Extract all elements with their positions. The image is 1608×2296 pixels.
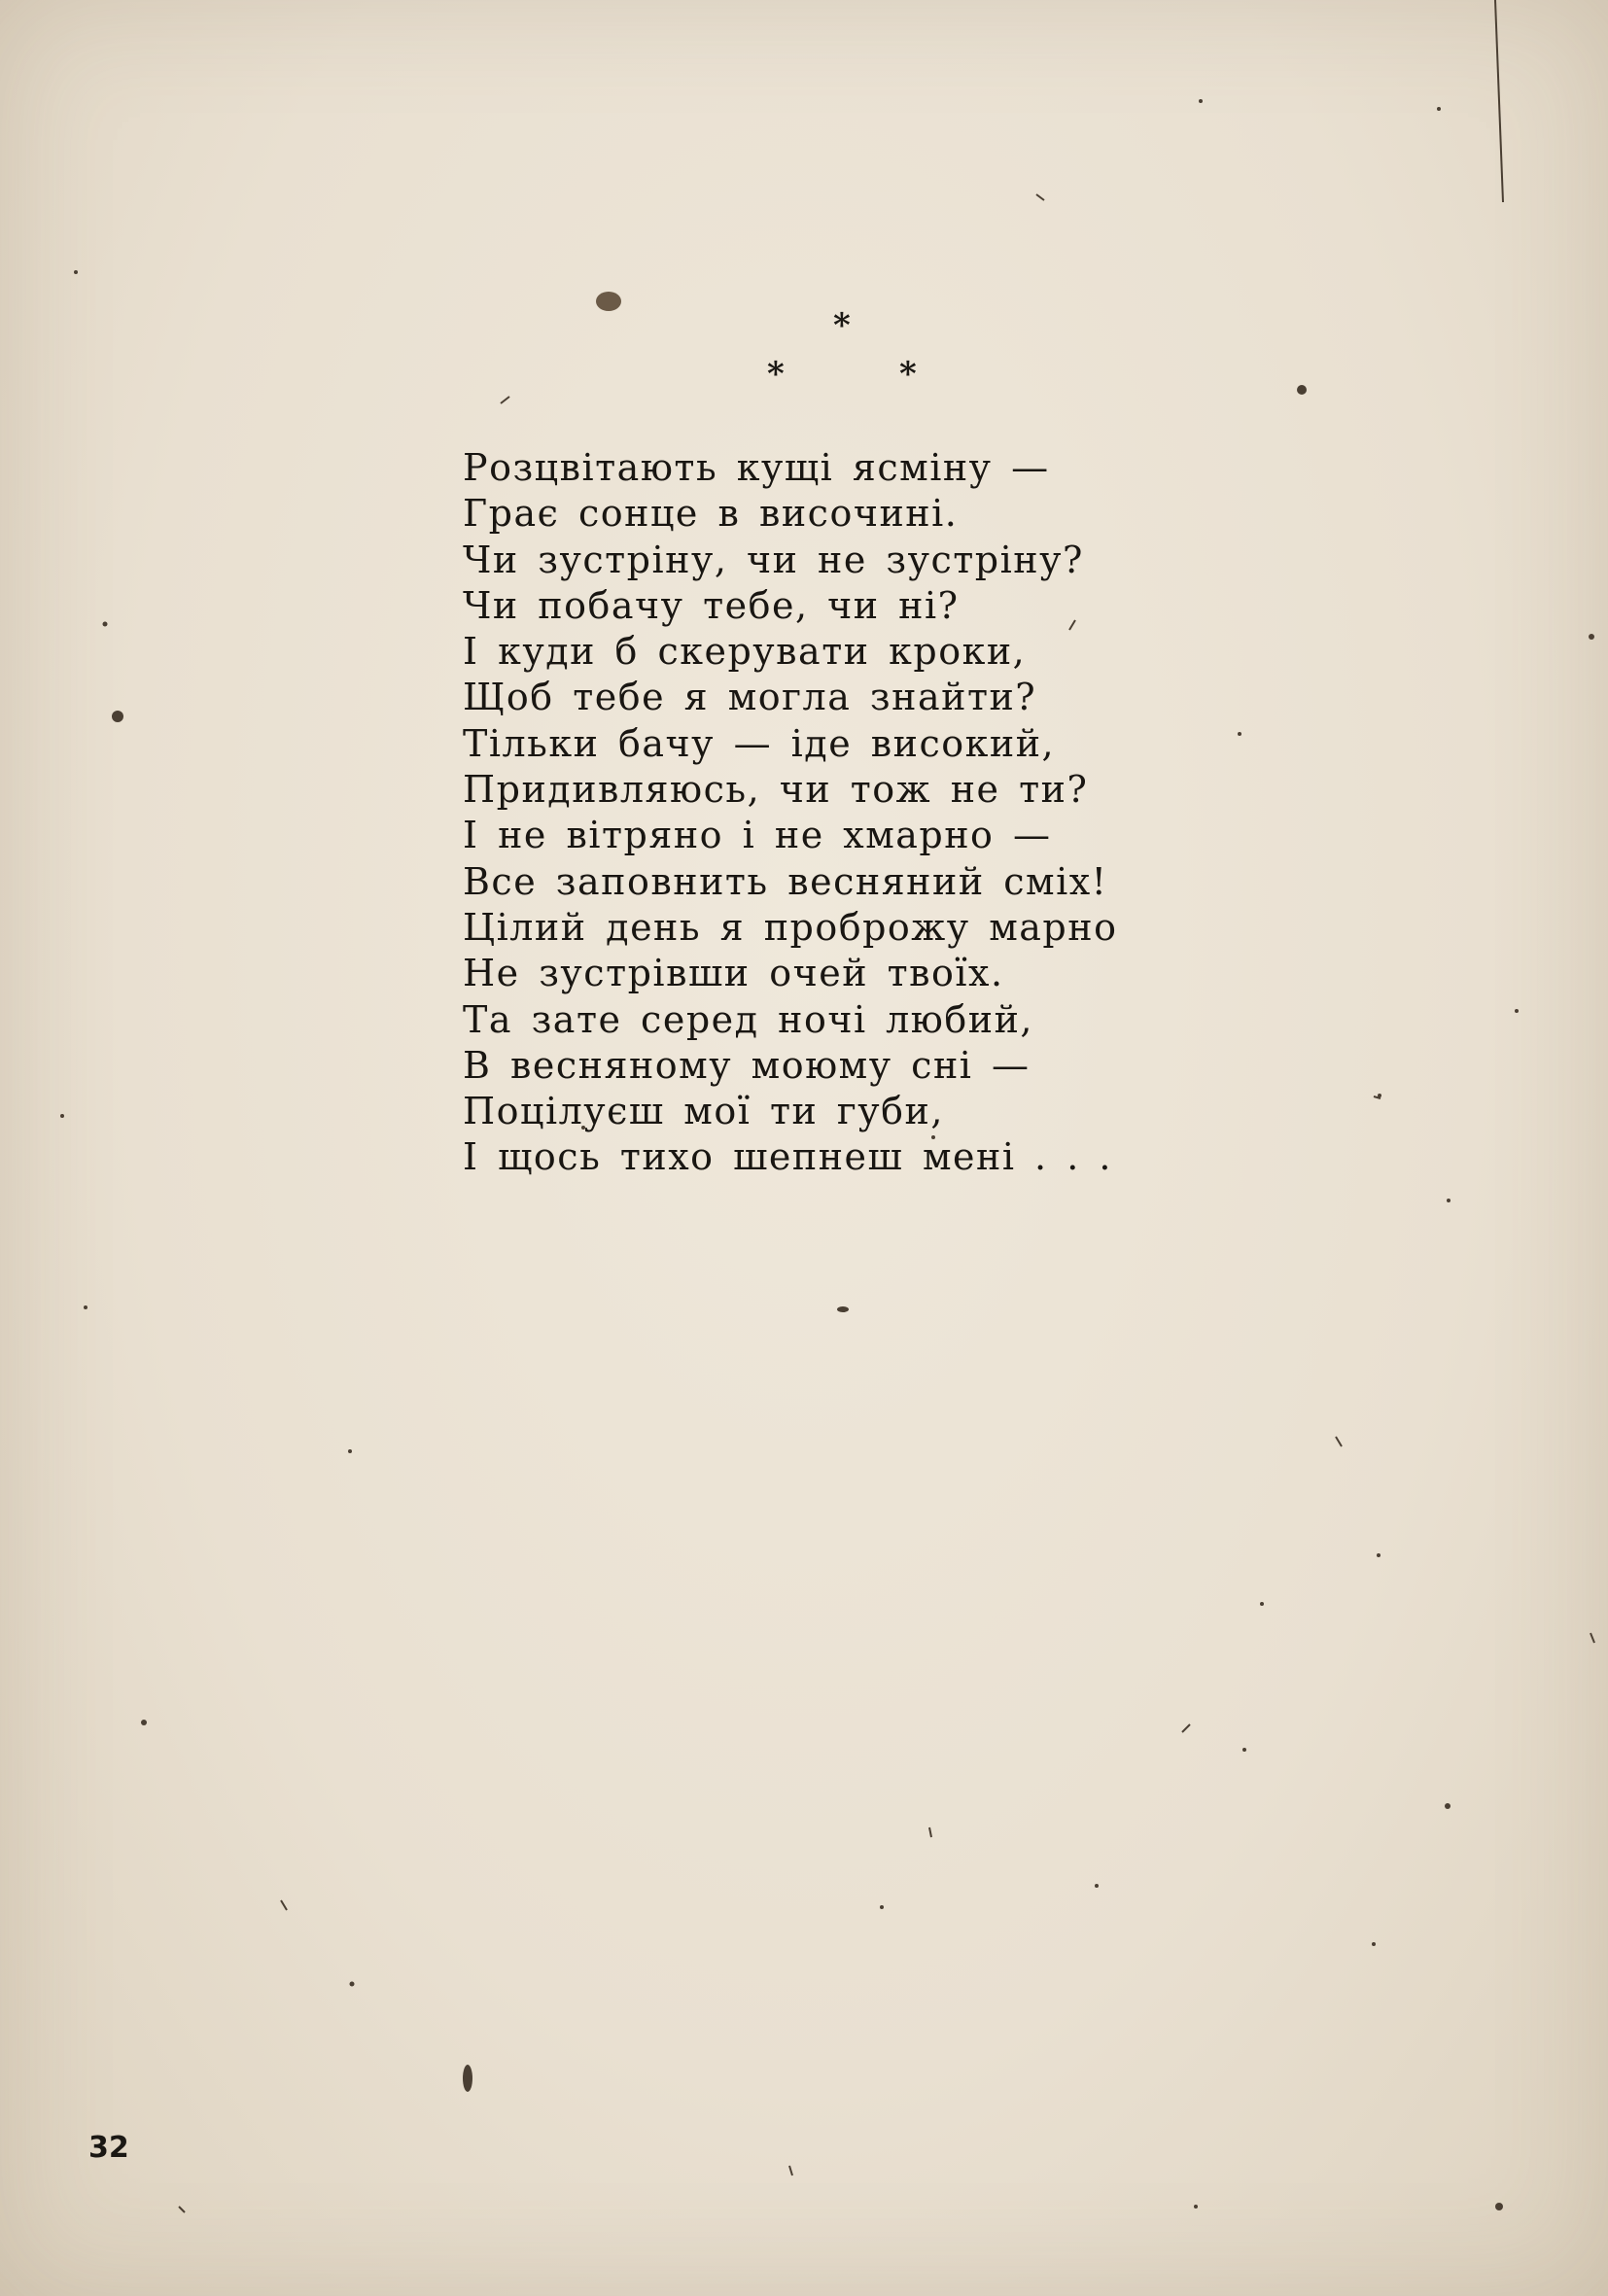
poem-line: Не зустрівши очей твоїх.	[463, 952, 1004, 995]
poem-line: Все заповнить весняний сміх!	[463, 859, 1108, 903]
poem-line: Цілий день я проброжу марно	[463, 905, 1118, 949]
poem-line: Та зате серед ночі любий,	[463, 997, 1034, 1041]
asterisk-left: *	[767, 355, 785, 394]
asterisk-right: *	[899, 355, 917, 394]
poem-line: Поцілуєш мої ти губи,	[463, 1090, 944, 1133]
poem-line: І щось тихо шепнеш мені . . .	[463, 1135, 1112, 1179]
asterisk-top: *	[833, 306, 851, 345]
poem-line: Тільки бачу — іде високий,	[463, 721, 1056, 765]
poem-line: В весняному моюму сні —	[463, 1043, 1031, 1087]
page-number: 32	[88, 2131, 129, 2165]
poem-line: Щоб тебе я могла знайти?	[463, 676, 1037, 719]
poem-line: І не вітряно і не хмарно —	[463, 814, 1052, 857]
poem-line: Придивляюсь, чи тож не ти?	[463, 768, 1089, 812]
poem-text	[463, 445, 1338, 1181]
section-ornament-asterism	[758, 306, 933, 394]
poem-line: І куди б скерувати кроки,	[463, 630, 1027, 674]
poem-line: Чи зустріну, чи не зустріну?	[463, 538, 1084, 581]
poem-line: Розцвітають кущі ясміну —	[463, 446, 1050, 489]
poem-line: Грає сонце в височині.	[463, 492, 959, 536]
poem-line: Чи побачу тебе, чи ні?	[463, 583, 960, 627]
